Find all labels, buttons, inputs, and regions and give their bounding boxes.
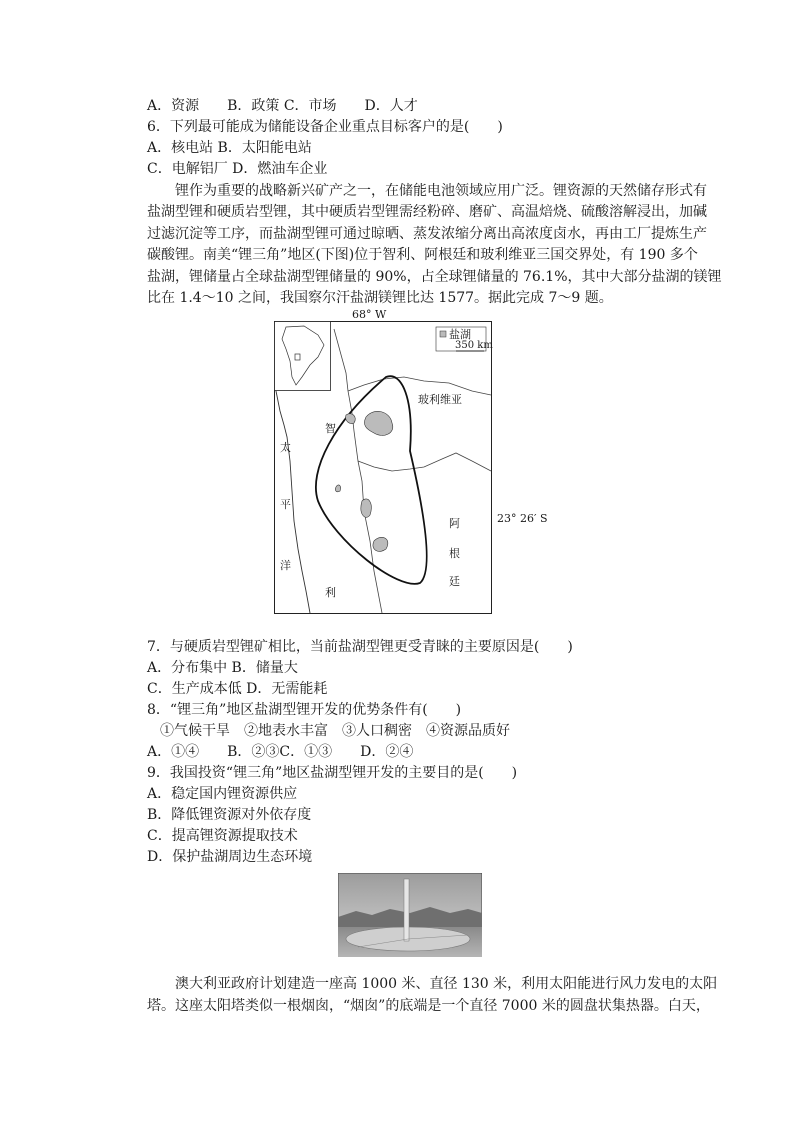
q5-options: A．资源 B．政策 C．市场 D．人才	[147, 98, 418, 114]
passage-lithium-line: 盐湖，锂储量占全球盐湖型锂储量的 90%，占全球锂储量的 76.1%，其中大部分盐湖的镁锂	[147, 269, 722, 285]
label-argentina: 根	[449, 547, 460, 560]
passage-lithium-line: 盐湖型锂和硬质岩型锂，其中硬质岩型锂需经粉碎、磨矿、高温焙烧、硫酸溶解浸出，加碱	[147, 204, 707, 220]
label-chile: 智	[325, 422, 336, 435]
q8-stem: 8．“锂三角”地区盐湖型锂开发的优势条件有( )	[147, 702, 462, 718]
label-pacific: 太	[280, 441, 291, 454]
solar-tower-photo	[338, 873, 482, 957]
q8-options: A．①④ B．②③C．①③ D．②④	[147, 744, 414, 760]
latitude-label: 23° 26′ S	[497, 512, 548, 525]
scale-label: 350 km	[455, 340, 493, 351]
passage-lithium-line: 比在 1.4～10 之间，我国察尔汗盐湖镁锂比达 1577。据此完成 7～9 题。	[147, 290, 613, 306]
legend-salt-lake-swatch	[440, 331, 446, 337]
q9-option-d: D．保护盐湖周边生态环境	[147, 849, 313, 865]
inset-frame	[275, 322, 331, 391]
q6-options-cd: C．电解铝厂 D．燃油车企业	[147, 161, 328, 177]
passage-lithium-line: 过滤沉淀等工序，而盐湖型锂可通过晾晒、蒸发浓缩分离出高浓度卤水，再由工厂提炼生产	[147, 226, 707, 242]
q7-options-cd: C．生产成本低 D．无需能耗	[147, 681, 328, 697]
label-pacific: 平	[280, 498, 291, 511]
tower	[404, 879, 409, 941]
inset-locator-box	[295, 354, 300, 360]
q8-items: ①气候干旱 ②地表水丰富 ③人口稠密 ④资源品质好	[160, 723, 510, 739]
label-pacific: 洋	[280, 559, 291, 572]
q9-stem: 9．我国投资“锂三角”地区盐湖型锂开发的主要目的是( )	[147, 765, 518, 781]
legend-label: 盐湖	[449, 328, 471, 341]
q9-option-b: B．降低锂资源对外依存度	[147, 807, 312, 823]
q6-stem: 6．下列最可能成为储能设备企业重点目标客户的是( )	[147, 119, 503, 135]
q7-options-ab: A．分布集中 B．储量大	[147, 660, 298, 676]
lithium-triangle-map	[274, 321, 492, 614]
q9-option-c: C．提高锂资源提取技术	[147, 828, 298, 844]
solar-tower-graphic	[338, 873, 482, 957]
map-graphic	[274, 321, 492, 614]
salt-lake	[361, 499, 371, 517]
q6-options-ab: A．核电站 B．太阳能电站	[147, 140, 312, 156]
label-argentina: 廷	[449, 575, 460, 588]
label-chile: 利	[325, 586, 336, 599]
q7-stem: 7．与硬质岩型锂矿相比，当前盐湖型锂更受青睐的主要原因是( )	[147, 639, 573, 655]
label-bolivia: 玻利维亚	[418, 393, 462, 406]
passage-solar-line: 澳大利亚政府计划建造一座高 1000 米、直径 130 米，利用太阳能进行风力发电的太阳	[175, 976, 718, 992]
label-argentina: 阿	[449, 517, 460, 530]
q9-option-a: A．稳定国内锂资源供应	[147, 786, 298, 802]
passage-solar-line: 塔。这座太阳塔类似一根烟囱，“烟囱”的底端是一个直径 7000 米的圆盘状集热器。白天，	[147, 998, 710, 1014]
passage-lithium-line: 锂作为重要的战略新兴矿产之一，在储能电池领域应用广泛。锂资源的天然储存形式有	[175, 183, 707, 199]
longitude-label: 68° W	[352, 308, 387, 321]
passage-lithium-line: 碳酸锂。南美“锂三角”地区(下图)位于智利、阿根廷和玻利维亚三国交界处，有 190 多个	[147, 247, 698, 263]
